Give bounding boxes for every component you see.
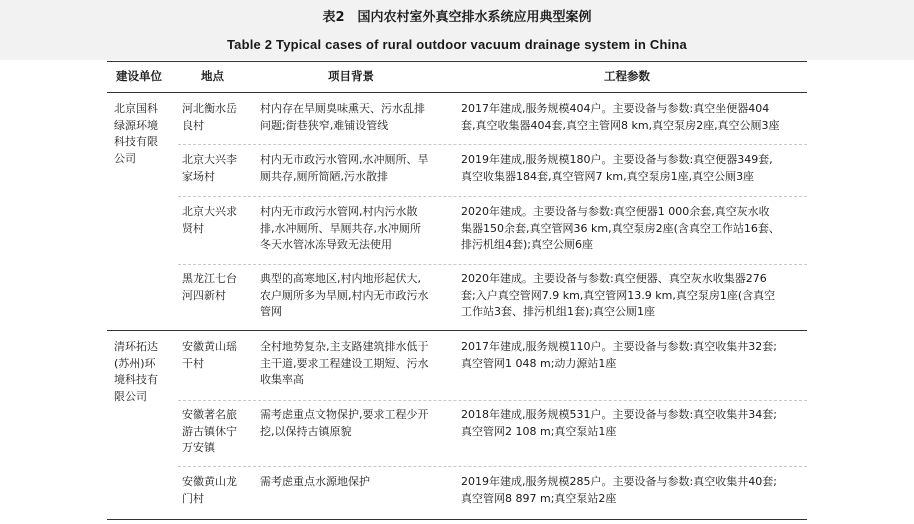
location-cell: 河北衡水岳 良村 bbox=[182, 102, 237, 132]
construction-unit-cell: 北京国科 绿源环境 科技有限 公司 bbox=[114, 102, 158, 165]
location-cell: 北京大兴求 贤村 bbox=[182, 205, 237, 235]
project-background-cell: 典型的高寒地区,村内地形起伏大, 农户厕所多为旱厕,村内无市政污水 管网 bbox=[260, 272, 429, 318]
project-background-cell: 全村地势复杂,主支路建筑排水低于 主干道,要求工程建设工期短、污水 收集率高 bbox=[260, 340, 429, 386]
engineering-params-cell: 2020年建成。主要设备与参数:真空便器1 000余套,真空灰水收 集器150余套,真空管网36 km,真空泵房2座(含真空工作站16套、 排污机组4套);真空公厕6座 bbox=[461, 205, 780, 251]
engineering-params-cell: 2020年建成。主要设备与参数:真空便器、真空灰水收集器276 套;入户真空管网7.9 km,真空管网13.9 km,真空泵房1座(含真空 工作站3套、排污机组1套);真空公厕1座 bbox=[461, 272, 776, 318]
row-divider bbox=[178, 466, 807, 467]
location-cell: 北京大兴李 家场村 bbox=[182, 153, 237, 183]
header-bottom-rule bbox=[107, 92, 807, 93]
project-background-cell: 需考虑重点水源地保护 bbox=[260, 475, 370, 488]
project-background-cell: 村内无市政污水管网,村内污水散 排,水冲厕所、旱厕共存,水冲厕所 冬天水管冰冻导致无法使用 bbox=[260, 205, 421, 251]
table-title-english: Table 2 Typical cases of rural outdoor vacuum drainage system in China bbox=[227, 37, 687, 52]
column-header-location: 地点 bbox=[201, 69, 224, 83]
table-title-chinese: 表2 国内农村室外真空排水系统应用典型案例 bbox=[322, 10, 592, 25]
location-cell: 安徽黄山瑶 干村 bbox=[182, 340, 237, 370]
engineering-params-cell: 2017年建成,服务规模110户。主要设备与参数:真空收集井32套; 真空管网1 048 m;动力源站1座 bbox=[461, 340, 777, 370]
location-cell: 安徽黄山龙 门村 bbox=[182, 475, 237, 505]
project-background-cell: 村内无市政污水管网,水冲厕所、旱 厕共存,厕所简陋,污水散排 bbox=[260, 153, 429, 183]
engineering-params-cell: 2019年建成,服务规模180户。主要设备与参数:真空便器349套, 真空收集器184套,真空管网7 km,真空泵房1座,真空公厕3座 bbox=[461, 153, 773, 183]
column-header-unit: 建设单位 bbox=[116, 69, 162, 83]
row-divider bbox=[178, 144, 807, 145]
project-background-cell: 村内存在旱厕臭味熏天、污水乱排 问题;街巷狭窄,难铺设管线 bbox=[260, 102, 425, 132]
engineering-params-cell: 2018年建成,服务规模531户。主要设备与参数:真空收集井34套; 真空管网2 108 m;真空泵站1座 bbox=[461, 408, 777, 438]
project-background-cell: 需考虑重点文物保护,要求工程少开 挖,以保持古镇原貌 bbox=[260, 408, 429, 438]
location-cell: 安徽著名旅 游古镇休宁 万安镇 bbox=[182, 408, 237, 454]
location-cell: 黑龙江七台 河四新村 bbox=[182, 272, 237, 302]
table-bottom-rule bbox=[107, 519, 807, 520]
table-top-rule bbox=[107, 61, 807, 62]
column-header-background: 项目背景 bbox=[328, 69, 374, 83]
row-divider bbox=[178, 400, 807, 401]
construction-unit-cell: 清环拓达 (苏州)环 境科技有 限公司 bbox=[114, 340, 158, 403]
engineering-params-cell: 2017年建成,服务规模404户。主要设备与参数:真空坐便器404 套,真空收集器404套,真空主管网8 km,真空泵房2座,真空公厕3座 bbox=[461, 102, 780, 132]
engineering-params-cell: 2019年建成,服务规模285户。主要设备与参数:真空收集井40套; 真空管网8 897 m;真空泵站2座 bbox=[461, 475, 777, 505]
column-header-params: 工程参数 bbox=[604, 69, 650, 83]
row-divider bbox=[178, 196, 807, 197]
table-caption-band bbox=[0, 0, 914, 60]
row-divider bbox=[178, 264, 807, 265]
group-divider-rule bbox=[107, 330, 807, 331]
